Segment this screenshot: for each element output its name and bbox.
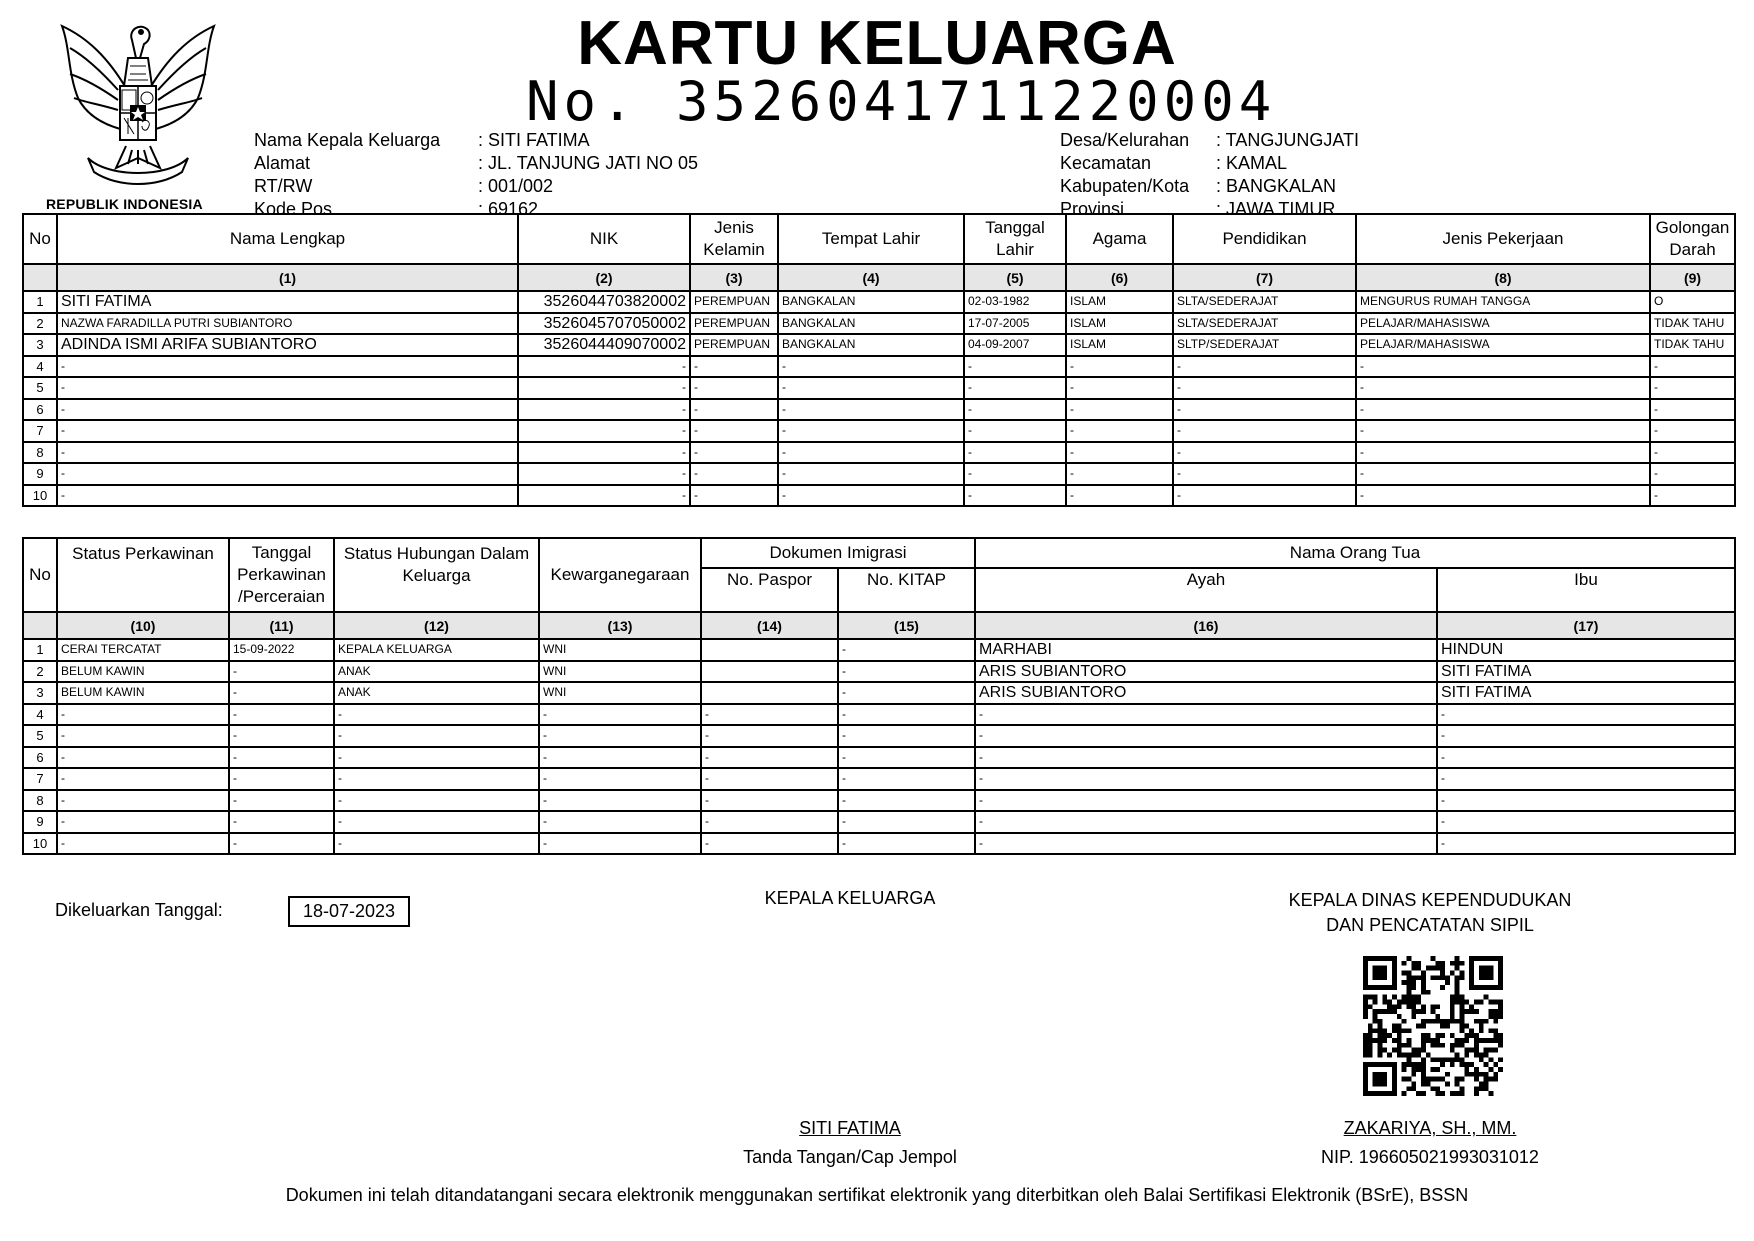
cell-tempat-lahir: - — [778, 463, 964, 485]
qr-code-icon — [1363, 956, 1503, 1096]
col-header-tanggal-perkawinan: Tanggal Perkawinan /Perceraian — [229, 538, 334, 612]
info-value: : JL. TANJUNG JATI NO 05 — [478, 153, 699, 173]
cell-status-perkawinan: BELUM KAWIN — [57, 682, 229, 704]
cell-pendidikan: - — [1173, 356, 1356, 378]
dinas-title-line-1: KEPALA DINAS KEPENDUDUKAN — [1288, 890, 1572, 910]
cell-no: 9 — [23, 463, 57, 485]
cell-nik: - — [518, 377, 690, 399]
table-row — [23, 334, 1735, 356]
cell-tanggal-perkawinan: 15-09-2022 — [229, 639, 334, 661]
table-row — [23, 356, 1735, 378]
info-label: Desa/Kelurahan — [1060, 130, 1190, 150]
cell-status-perkawinan: CERAI TERCATAT — [57, 639, 229, 661]
cell-tanggal-perkawinan: - — [229, 725, 334, 747]
cell-jenis-pekerjaan: - — [1356, 442, 1650, 464]
info-label: Kabupaten/Kota — [1060, 176, 1190, 196]
cell-agama: - — [1066, 377, 1173, 399]
table-row — [23, 811, 1735, 833]
cell-no: 10 — [23, 485, 57, 507]
kk-number: No. 3526041711220004 — [526, 70, 1277, 133]
cell-jenis-kelamin: PEREMPUAN — [690, 291, 778, 313]
cell-tanggal-perkawinan: - — [229, 682, 334, 704]
info-label: Alamat — [254, 153, 311, 173]
cell-kewarganegaraan: - — [539, 704, 701, 726]
col-header-no-paspor: No. Paspor — [701, 568, 838, 612]
cell-golongan-darah: TIDAK TAHU — [1650, 334, 1735, 356]
col-number: (10) — [57, 612, 229, 639]
cell-ibu: - — [1437, 811, 1735, 833]
cell-tanggal-lahir: - — [964, 442, 1066, 464]
cell-jenis-kelamin: - — [690, 377, 778, 399]
issued-date-label: Dikeluarkan Tanggal: — [55, 900, 223, 920]
cell-tanggal-lahir: - — [964, 463, 1066, 485]
info-value: : SITI FATIMA — [478, 130, 590, 150]
cell-no-kitap: - — [838, 790, 975, 812]
cell-agama: - — [1066, 463, 1173, 485]
cell-golongan-darah: - — [1650, 399, 1735, 421]
cell-pendidikan: SLTP/SEDERAJAT — [1173, 334, 1356, 356]
cell-jenis-pekerjaan: - — [1356, 399, 1650, 421]
col-header-no: No — [23, 538, 57, 612]
col-number: (9) — [1650, 264, 1735, 291]
table-row — [23, 377, 1735, 399]
cell-golongan-darah: - — [1650, 420, 1735, 442]
table-row — [23, 725, 1735, 747]
cell-tanggal-lahir: 02-03-1982 — [964, 291, 1066, 313]
cell-ayah: - — [975, 790, 1437, 812]
cell-no: 10 — [23, 833, 57, 855]
table-row — [23, 833, 1735, 855]
cell-tanggal-lahir: 04-09-2007 — [964, 334, 1066, 356]
cell-golongan-darah: - — [1650, 356, 1735, 378]
col-header-status-perkawinan: Status Perkawinan — [57, 538, 229, 612]
cell-agama: - — [1066, 420, 1173, 442]
col-header-jenis-kelamin: Jenis Kelamin — [690, 214, 778, 264]
col-number: (1) — [57, 264, 518, 291]
col-number: (13) — [539, 612, 701, 639]
cell-no-paspor: - — [701, 768, 838, 790]
cell-no-paspor: - — [701, 704, 838, 726]
cell-tanggal-perkawinan: - — [229, 704, 334, 726]
cell-nama-lengkap: - — [57, 442, 518, 464]
cell-no-paspor: - — [701, 811, 838, 833]
cell-status-hubungan: - — [334, 811, 539, 833]
cell-nik: - — [518, 399, 690, 421]
kepala-keluarga-title: KEPALA KELUARGA — [764, 888, 936, 908]
cell-jenis-kelamin: PEREMPUAN — [690, 334, 778, 356]
table-row — [23, 291, 1735, 313]
cell-tempat-lahir: BANGKALAN — [778, 334, 964, 356]
info-value: : BANGKALAN — [1216, 176, 1337, 196]
cell-nik: - — [518, 356, 690, 378]
cell-kewarganegaraan: WNI — [539, 661, 701, 683]
cell-kewarganegaraan: WNI — [539, 682, 701, 704]
cell-tempat-lahir: - — [778, 485, 964, 507]
cell-status-perkawinan: - — [57, 790, 229, 812]
cell-agama: ISLAM — [1066, 334, 1173, 356]
cell-status-perkawinan: - — [57, 704, 229, 726]
cell-jenis-pekerjaan: PELAJAR/MAHASISWA — [1356, 334, 1650, 356]
cell-no: 5 — [23, 377, 57, 399]
cell-tempat-lahir: BANGKALAN — [778, 313, 964, 335]
cell-jenis-pekerjaan: - — [1356, 356, 1650, 378]
cell-agama: - — [1066, 442, 1173, 464]
table-row — [23, 682, 1735, 704]
cell-status-hubungan: ANAK — [334, 661, 539, 683]
cell-pendidikan: - — [1173, 399, 1356, 421]
cell-nama-lengkap: ADINDA ISMI ARIFA SUBIANTORO — [57, 334, 518, 356]
table-row — [23, 485, 1735, 507]
col-header-nama-orang-tua: Nama Orang Tua — [975, 538, 1735, 568]
cell-jenis-pekerjaan: - — [1356, 377, 1650, 399]
cell-agama: - — [1066, 356, 1173, 378]
dinas-title-line-2: DAN PENCATATAN SIPIL — [1326, 915, 1534, 935]
cell-ibu: SITI FATIMA — [1437, 682, 1735, 704]
cell-status-hubungan: - — [334, 704, 539, 726]
cell-tanggal-perkawinan: - — [229, 747, 334, 769]
dinas-title — [1180, 888, 1680, 938]
cell-status-perkawinan: BELUM KAWIN — [57, 661, 229, 683]
cell-jenis-pekerjaan: - — [1356, 463, 1650, 485]
cell-pendidikan: - — [1173, 377, 1356, 399]
cell-nama-lengkap: - — [57, 377, 518, 399]
cell-no-kitap: - — [838, 833, 975, 855]
cell-no-paspor — [701, 682, 838, 704]
status-table — [22, 537, 1736, 855]
cell-golongan-darah: - — [1650, 463, 1735, 485]
cell-ibu: - — [1437, 790, 1735, 812]
cell-golongan-darah: TIDAK TAHU — [1650, 313, 1735, 335]
cell-no: 8 — [23, 790, 57, 812]
table-row — [23, 768, 1735, 790]
col-number: (4) — [778, 264, 964, 291]
col-header-jenis-pekerjaan: Jenis Pekerjaan — [1356, 214, 1650, 264]
cell-ibu: - — [1437, 768, 1735, 790]
cell-no: 1 — [23, 291, 57, 313]
cell-nik: 3526044409070002 — [518, 334, 690, 356]
cell-no-kitap: - — [838, 682, 975, 704]
col-number: (7) — [1173, 264, 1356, 291]
cell-tempat-lahir: - — [778, 399, 964, 421]
cell-status-perkawinan: - — [57, 725, 229, 747]
cell-ibu: - — [1437, 704, 1735, 726]
cell-no: 2 — [23, 661, 57, 683]
cell-tanggal-lahir: - — [964, 420, 1066, 442]
cell-no: 7 — [23, 420, 57, 442]
cell-agama: ISLAM — [1066, 291, 1173, 313]
cell-ayah: ARIS SUBIANTORO — [975, 661, 1437, 683]
cell-nik: - — [518, 420, 690, 442]
cell-tempat-lahir: - — [778, 356, 964, 378]
cell-tempat-lahir: - — [778, 377, 964, 399]
cell-status-hubungan: - — [334, 747, 539, 769]
cell-tanggal-perkawinan: - — [229, 811, 334, 833]
cell-no-paspor — [701, 661, 838, 683]
cell-tanggal-lahir: 17-07-2005 — [964, 313, 1066, 335]
emblem-caption: REPUBLIK INDONESIA — [46, 196, 203, 212]
cell-pendidikan: SLTA/SEDERAJAT — [1173, 291, 1356, 313]
cell-status-hubungan: - — [334, 725, 539, 747]
cell-nik: - — [518, 442, 690, 464]
cell-ayah: - — [975, 725, 1437, 747]
cell-no-kitap: - — [838, 639, 975, 661]
cell-jenis-kelamin: - — [690, 463, 778, 485]
member-table — [22, 213, 1736, 507]
cell-ibu: - — [1437, 725, 1735, 747]
cell-nama-lengkap: - — [57, 399, 518, 421]
col-number: (3) — [690, 264, 778, 291]
cell-no-kitap: - — [838, 768, 975, 790]
cell-ibu: SITI FATIMA — [1437, 661, 1735, 683]
cell-ibu: HINDUN — [1437, 639, 1735, 661]
cell-nik: 3526045707050002 — [518, 313, 690, 335]
table-row — [23, 442, 1735, 464]
cell-kewarganegaraan: - — [539, 768, 701, 790]
cell-status-hubungan: - — [334, 768, 539, 790]
document-title: KARTU KELUARGA — [577, 9, 1177, 78]
cell-tanggal-lahir: - — [964, 485, 1066, 507]
cell-no: 3 — [23, 334, 57, 356]
cell-status-hubungan: - — [334, 790, 539, 812]
info-value: : TANGJUNGJATI — [1216, 130, 1360, 150]
col-number: (11) — [229, 612, 334, 639]
cell-tanggal-lahir: - — [964, 399, 1066, 421]
cell-status-perkawinan: - — [57, 747, 229, 769]
col-header-ayah: Ayah — [975, 568, 1437, 612]
info-label: Provinsi — [1060, 199, 1125, 219]
col-number — [23, 264, 57, 291]
cell-pendidikan: - — [1173, 420, 1356, 442]
info-value: : 001/002 — [478, 176, 554, 196]
cell-status-perkawinan: - — [57, 833, 229, 855]
cell-nama-lengkap: - — [57, 420, 518, 442]
cell-pendidikan: SLTA/SEDERAJAT — [1173, 313, 1356, 335]
col-number: (16) — [975, 612, 1437, 639]
table-row — [23, 790, 1735, 812]
cell-jenis-kelamin: - — [690, 399, 778, 421]
col-number — [23, 612, 57, 639]
cell-tanggal-lahir: - — [964, 356, 1066, 378]
cell-tanggal-perkawinan: - — [229, 768, 334, 790]
cell-jenis-pekerjaan: PELAJAR/MAHASISWA — [1356, 313, 1650, 335]
info-label: Kecamatan — [1060, 153, 1152, 173]
cell-ayah: MARHABI — [975, 639, 1437, 661]
dinas-official-name: ZAKARIYA, SH., MM. — [1343, 1118, 1517, 1138]
cell-kewarganegaraan: - — [539, 790, 701, 812]
col-header-no: No — [23, 214, 57, 264]
household-info-right — [1058, 128, 1361, 222]
table-row — [23, 704, 1735, 726]
table-row — [23, 420, 1735, 442]
cell-no: 3 — [23, 682, 57, 704]
cell-ayah: ARIS SUBIANTORO — [975, 682, 1437, 704]
col-number: (5) — [964, 264, 1066, 291]
cell-no-kitap: - — [838, 747, 975, 769]
cell-no-paspor: - — [701, 833, 838, 855]
cell-nama-lengkap: - — [57, 485, 518, 507]
col-header-nama-lengkap: Nama Lengkap — [57, 214, 518, 264]
cell-tempat-lahir: BANGKALAN — [778, 291, 964, 313]
cell-jenis-pekerjaan: MENGURUS RUMAH TANGGA — [1356, 291, 1650, 313]
table-row — [23, 313, 1735, 335]
cell-status-perkawinan: - — [57, 811, 229, 833]
cell-nama-lengkap: - — [57, 356, 518, 378]
cell-status-hubungan: ANAK — [334, 682, 539, 704]
cell-no-kitap: - — [838, 725, 975, 747]
cell-nama-lengkap: NAZWA FARADILLA PUTRI SUBIANTORO — [57, 313, 518, 335]
cell-jenis-kelamin: - — [690, 485, 778, 507]
cell-pendidikan: - — [1173, 442, 1356, 464]
cell-golongan-darah: - — [1650, 485, 1735, 507]
cell-nik: 3526044703820002 — [518, 291, 690, 313]
cell-nik: - — [518, 463, 690, 485]
cell-tanggal-perkawinan: - — [229, 833, 334, 855]
info-label: RT/RW — [254, 176, 313, 196]
cell-no-paspor: - — [701, 747, 838, 769]
col-header-pendidikan: Pendidikan — [1173, 214, 1356, 264]
col-number: (17) — [1437, 612, 1735, 639]
table-row — [23, 399, 1735, 421]
table-row — [23, 661, 1735, 683]
cell-ayah: - — [975, 833, 1437, 855]
cell-tanggal-perkawinan: - — [229, 661, 334, 683]
cell-no: 6 — [23, 399, 57, 421]
cell-no: 8 — [23, 442, 57, 464]
col-header-ibu: Ibu — [1437, 568, 1735, 612]
cell-golongan-darah: - — [1650, 377, 1735, 399]
cell-tanggal-perkawinan: - — [229, 790, 334, 812]
cell-no-paspor: - — [701, 725, 838, 747]
cell-pendidikan: - — [1173, 485, 1356, 507]
cell-nama-lengkap: - — [57, 463, 518, 485]
cell-jenis-kelamin: - — [690, 442, 778, 464]
cell-no-kitap: - — [838, 704, 975, 726]
cell-no: 1 — [23, 639, 57, 661]
col-header-no-kitap: No. KITAP — [838, 568, 975, 612]
table-row — [23, 639, 1735, 661]
cell-kewarganegaraan: - — [539, 725, 701, 747]
footer-note: Dokumen ini telah ditandatangani secara elektronik menggunakan sertifikat elektronik yang diterbitkan oleh Balai Sertifikasi Elektronik (BSrE), BSSN — [285, 1185, 1469, 1205]
cell-status-hubungan: KEPALA KELUARGA — [334, 639, 539, 661]
cell-kewarganegaraan: - — [539, 833, 701, 855]
cell-jenis-kelamin: PEREMPUAN — [690, 313, 778, 335]
col-number: (8) — [1356, 264, 1650, 291]
cell-nik: - — [518, 485, 690, 507]
info-value: : KAMAL — [1216, 153, 1288, 173]
cell-kewarganegaraan: - — [539, 747, 701, 769]
cell-status-perkawinan: - — [57, 768, 229, 790]
cell-ayah: - — [975, 811, 1437, 833]
cell-no: 4 — [23, 704, 57, 726]
cell-no-paspor: - — [701, 790, 838, 812]
cell-jenis-kelamin: - — [690, 420, 778, 442]
cell-ayah: - — [975, 704, 1437, 726]
col-header-dokumen-imigrasi: Dokumen Imigrasi — [701, 538, 975, 568]
signature-caption: Tanda Tangan/Cap Jempol — [743, 1147, 957, 1167]
cell-pendidikan: - — [1173, 463, 1356, 485]
cell-kewarganegaraan: - — [539, 811, 701, 833]
cell-golongan-darah: - — [1650, 442, 1735, 464]
cell-no-kitap: - — [838, 661, 975, 683]
dinas-official-nip: NIP. 196605021993031012 — [1321, 1147, 1539, 1167]
cell-ayah: - — [975, 747, 1437, 769]
col-number: (2) — [518, 264, 690, 291]
info-label: Kode Pos — [254, 199, 333, 219]
col-header-kewarganegaraan: Kewarganegaraan — [539, 538, 701, 612]
cell-no: 6 — [23, 747, 57, 769]
col-number: (6) — [1066, 264, 1173, 291]
cell-golongan-darah: O — [1650, 291, 1735, 313]
table-row — [23, 747, 1735, 769]
cell-ibu: - — [1437, 833, 1735, 855]
cell-tempat-lahir: - — [778, 420, 964, 442]
cell-no: 4 — [23, 356, 57, 378]
cell-no-paspor — [701, 639, 838, 661]
col-header-status-hubungan: Status Hubungan Dalam Keluarga — [334, 538, 539, 612]
info-value: : JAWA TIMUR — [1216, 199, 1336, 219]
cell-kewarganegaraan: WNI — [539, 639, 701, 661]
cell-agama: - — [1066, 399, 1173, 421]
cell-jenis-kelamin: - — [690, 356, 778, 378]
table-row — [23, 463, 1735, 485]
col-number: (15) — [838, 612, 975, 639]
cell-agama: - — [1066, 485, 1173, 507]
cell-nama-lengkap: SITI FATIMA — [57, 291, 518, 313]
col-header-tanggal-lahir: Tanggal Lahir — [964, 214, 1066, 264]
info-label: Nama Kepala Keluarga — [254, 130, 441, 150]
kepala-keluarga-name: SITI FATIMA — [799, 1118, 901, 1138]
col-header-agama: Agama — [1066, 214, 1173, 264]
cell-tempat-lahir: - — [778, 442, 964, 464]
issued-date-value: 18-07-2023 — [288, 896, 410, 927]
cell-no-kitap: - — [838, 811, 975, 833]
cell-ayah: - — [975, 768, 1437, 790]
col-header-nik: NIK — [518, 214, 690, 264]
cell-no: 2 — [23, 313, 57, 335]
cell-ibu: - — [1437, 747, 1735, 769]
col-header-golongan-darah: Golongan Darah — [1650, 214, 1735, 264]
cell-no: 5 — [23, 725, 57, 747]
info-value: : 69162 — [478, 199, 539, 219]
col-number: (14) — [701, 612, 838, 639]
cell-jenis-pekerjaan: - — [1356, 420, 1650, 442]
col-header-tempat-lahir: Tempat Lahir — [778, 214, 964, 264]
cell-jenis-pekerjaan: - — [1356, 485, 1650, 507]
cell-no: 7 — [23, 768, 57, 790]
col-number: (12) — [334, 612, 539, 639]
cell-tanggal-lahir: - — [964, 377, 1066, 399]
cell-status-hubungan: - — [334, 833, 539, 855]
household-info-left — [252, 128, 700, 222]
cell-agama: ISLAM — [1066, 313, 1173, 335]
cell-no: 9 — [23, 811, 57, 833]
